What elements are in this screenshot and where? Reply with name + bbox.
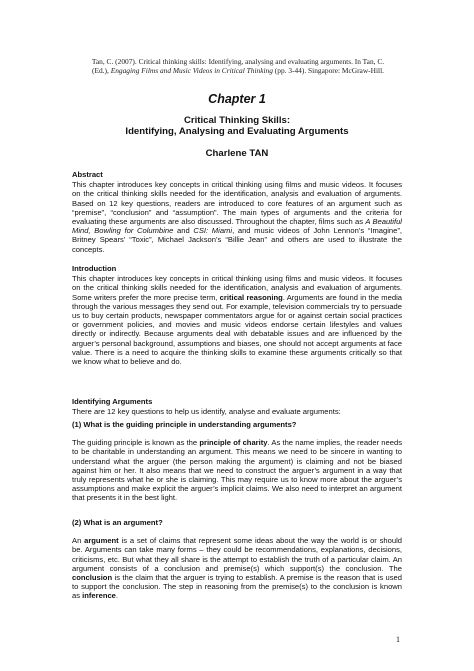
chapter-title-line2: Identifying, Analysing and Evaluating Arguments xyxy=(125,126,349,137)
question-1-section xyxy=(72,420,402,503)
citation-book-title: Engaging Films and Music Videos in Critical Thinking xyxy=(110,66,273,75)
term-argument: argument xyxy=(84,536,119,546)
abstract-text: This chapter introduces key concepts in critical thinking using films and music videos. It focuses on the critical thinking skills needed for the identification, analysis and evaluation of arguments. Based on 12 key questions, readers are introduced to core features of an argument such as “premise”, “conclusion” and “assumption”. The main types of arguments and the criteria for evaluating these arguments are also discussed. Throughout the chapter, films such as A Beautiful Mind, Bowling for Columbine and CSI: Miami, and music videos of John Lennon’s “Imagine”, Britney Spears’ “Toxic”, Michael Jackson’s “Billie Jean” and others are used to illustrate the concepts. xyxy=(72,180,402,254)
term-inference: inference xyxy=(82,591,116,601)
identifying-section xyxy=(72,397,402,416)
citation-line1: Tan, C. (2007). Critical thinking skills: Identifying, analysing and evaluating arguments. In Tan, C. xyxy=(91,57,385,66)
introduction-text: This chapter introduces key concepts in critical thinking using films and music videos. It focuses on the critical thinking skills needed for the identification, analysis and evaluation of arguments. Some writers prefer the more precise term, critical reasoning. Arguments are found in the media through the various messages they send out. For example, television commercials try to persuade us to buy certain products, newspaper commentators argue for or against certain social practices or government policies, and movies and music videos endorse certain lifestyles and values directly or indirectly. Because arguments deal with debatable issues and are influenced by the arguer’s personal background, assumptions and biases, one should not accept arguments at face value. There is a need to acquire the thinking skills to examine these arguments critically so that we know what to believe and do. xyxy=(72,274,402,367)
question-1-text: The guiding principle is known as the principle of charity. As the name implies, the reader needs to be charitable in understanding an argument. This means we need to be sincere in wanting to understand what the arguer (the person making the argument) is claiming and not be biased against him or her. It also means that we need to construct the arguer’s argument in a way that truly represents what he or she is claiming. This may require us to know more about the arguer’s assumptions and make explicit the arguer’s implicit claims. We also need to interpret an argument that presents it in the best light. xyxy=(72,438,402,503)
page-number: 1 xyxy=(396,635,400,644)
identifying-heading: Identifying Arguments xyxy=(72,397,153,406)
author-name: Charlene TAN xyxy=(205,148,269,159)
term-conclusion: conclusion xyxy=(72,573,113,583)
identifying-text: There are 12 key questions to help us identify, analyse and evaluate arguments: xyxy=(72,407,341,417)
question-2-heading: (2) What is an argument? xyxy=(72,518,163,527)
question-1-heading: (1) What is the guiding principle in understanding arguments? xyxy=(72,420,297,429)
introduction-section xyxy=(72,264,402,366)
abstract-film-2: CSI: Miami xyxy=(193,226,233,236)
citation xyxy=(78,57,398,75)
citation-line2-suffix: (pp. 3-44). Singapore: McGraw-Hill. xyxy=(272,66,384,75)
citation-line2-prefix: (Ed.), xyxy=(92,66,111,75)
abstract-section xyxy=(72,170,402,254)
chapter-title-line1: Critical Thinking Skills: xyxy=(183,115,291,126)
introduction-heading: Introduction xyxy=(72,264,117,273)
term-critical-reasoning: critical reasoning xyxy=(219,292,283,302)
term-principle-of-charity: principle of charity xyxy=(199,438,268,448)
abstract-film-1: A Beautiful Mind, Bowling for Columbine xyxy=(72,217,402,236)
question-2-text: An argument is a set of claims that represent some ideas about the way the world is or should be. Arguments can take many forms – they could be recommendations, explanations, decisions, criticisms, etc. But what they all share is the attempt to establish the truth of a particular claim. An argument consists of a conclusion and premise(s) which support(s) the conclusion. The conclusion is the claim that the arguer is trying to establish. A premise is the reason that is used to support the conclusion. The step in reasoning from the premise(s) to the conclusion is known as inference. xyxy=(72,536,403,601)
question-2-section xyxy=(72,518,402,601)
chapter-title xyxy=(0,115,474,137)
abstract-heading: Abstract xyxy=(72,170,103,179)
chapter-heading: Chapter 1 xyxy=(208,92,266,106)
